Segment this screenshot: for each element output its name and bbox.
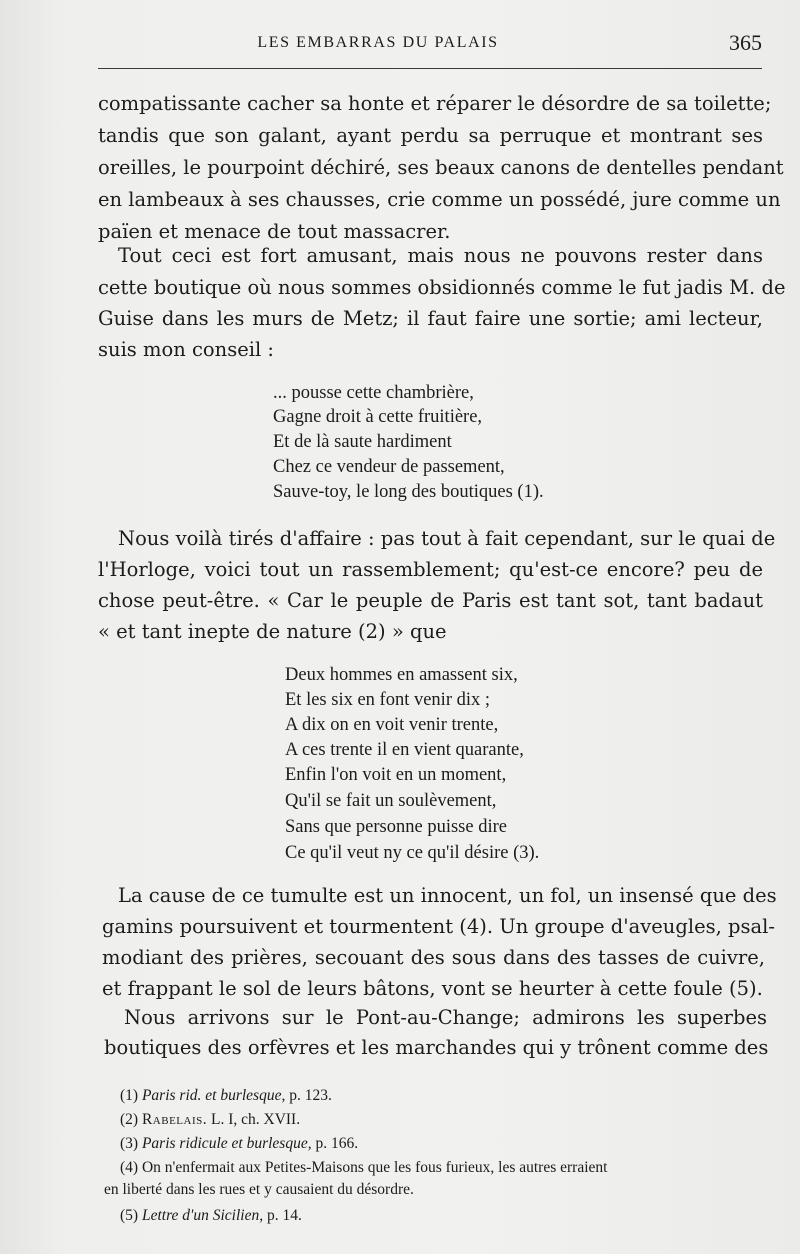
text-line: gamins poursuivent et tourmentent (4). Un groupe d'aveugles, psal- — [102, 915, 775, 938]
verse-line: Et de là saute hardiment — [273, 432, 452, 452]
text-line: La cause de ce tumulte est un innocent, un fol, un insensé que des — [118, 884, 777, 907]
verse-line: Qu'il se fait un soulèvement, — [285, 791, 497, 811]
page-number: 365 — [729, 30, 762, 55]
verse-line: Enfin l'on voit en un moment, — [285, 765, 507, 785]
footnote-title: Paris rid. et burlesque, — [141, 1087, 286, 1104]
footnote — [120, 1158, 607, 1178]
verse-line: Deux hommes en amassent six, — [285, 665, 518, 685]
text-line: oreilles, le pourpoint déchiré, ses beaux canons de dentelles pendant — [98, 156, 784, 179]
footnote-number: (5) — [120, 1207, 139, 1224]
text-line: suis mon conseil : — [98, 338, 275, 361]
verse-line: A ces trente il en vient quarante, — [285, 740, 524, 760]
footnote-number: (2) — [120, 1111, 139, 1128]
text-line: « et tant inepte de nature (2) » que — [98, 620, 447, 643]
footnote-text: p. 14. — [263, 1207, 302, 1224]
footnote-author: Rabelais. — [141, 1111, 208, 1128]
footnote-number: (3) — [120, 1135, 139, 1152]
verse-line: Sans que personne puisse dire — [285, 817, 507, 837]
text-line: Nous arrivons sur le Pont-au-Change; admirons les superbes — [124, 1006, 767, 1029]
footnote-text: On n'enfermait aux Petites-Maisons que les fous furieux, les autres erraient — [138, 1159, 608, 1176]
text-line: païen et menace de tout massacrer. — [98, 220, 451, 243]
verse-line: Ce qu'il veut ny ce qu'il désire (3). — [285, 843, 540, 863]
footnote-text: p. 123. — [285, 1087, 332, 1104]
footnote-text: p. 166. — [311, 1135, 359, 1152]
footnote-number: (1) — [120, 1087, 139, 1104]
text-line: tandis que son galant, ayant perdu sa perruque et montrant ses — [98, 124, 763, 147]
verse-line: Et les six en font venir dix ; — [285, 690, 491, 710]
page-header — [98, 30, 762, 60]
footnote-text: L. I, ch. XVII. — [207, 1111, 301, 1128]
text-line: en lambeaux à ses chausses, crie comme un possédé, jure comme un — [98, 188, 781, 211]
text-line: Tout ceci est fort amusant, mais nous ne pouvons rester dans — [118, 244, 763, 267]
footnote-number: (4) — [120, 1159, 139, 1176]
verse-line: ... pousse cette chambrière, — [273, 383, 474, 403]
verse-line: A dix on en voit venir trente, — [285, 715, 499, 735]
text-line: compatissante cacher sa honte et réparer le désordre de sa toilette; — [98, 92, 772, 115]
footnote-title: Paris ridicule et burlesque, — [141, 1135, 312, 1152]
text-line: et frappant le sol de leurs bâtons, vont se heurter à cette foule (5). — [102, 977, 763, 1000]
verse-line: Gagne droit à cette fruitière, — [273, 407, 483, 427]
text-line: Guise dans les murs de Metz; il faut faire une sortie; ami lecteur, — [98, 307, 763, 330]
text-line: l'Horloge, voici tout un rassemblement; qu'est-ce encore? peu de — [98, 558, 763, 581]
footnote — [120, 1134, 358, 1154]
footnote-continuation — [104, 1180, 414, 1200]
footnote — [120, 1110, 300, 1130]
verse-line: Sauve-toy, le long des boutiques (1). — [273, 482, 544, 502]
text-line: boutiques des orfèvres et les marchandes qui y trônent comme des — [104, 1036, 769, 1059]
verse-line: Chez ce vendeur de passement, — [273, 457, 505, 477]
text-line: cette boutique où nous sommes obsidionnés comme le fut jadis M. de — [98, 276, 786, 299]
footnote-title: Lettre d'un Sicilien, — [141, 1207, 264, 1224]
footnote-text: en liberté dans les rues et y causaient du désordre. — [104, 1181, 414, 1198]
text-line: Nous voilà tirés d'affaire : pas tout à fait cependant, sur le quai de — [118, 527, 776, 550]
footnote — [120, 1206, 302, 1226]
text-line: modiant des prières, secouant des sous dans des tasses de cuivre, — [102, 946, 765, 969]
text-line: chose peut-être. « Car le peuple de Paris est tant sot, tant badaut — [98, 589, 763, 612]
footnote — [120, 1086, 332, 1106]
running-title: LES EMBARRAS DU PALAIS — [257, 34, 499, 51]
header-rule — [98, 68, 762, 69]
